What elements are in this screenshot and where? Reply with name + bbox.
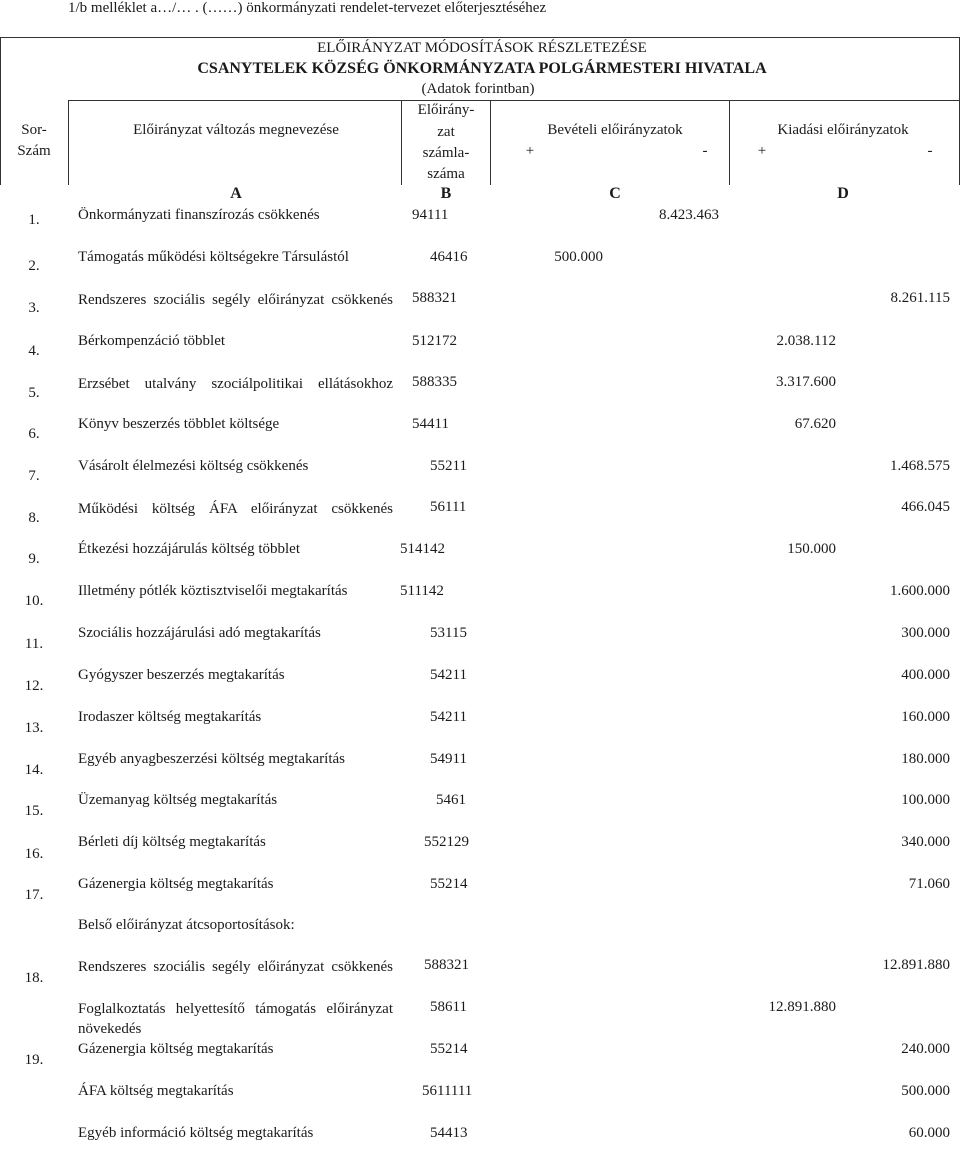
header-expense: Kiadási előirányzatok — [777, 122, 909, 138]
col-divider-acct-right — [490, 100, 491, 185]
row-account: 54413 — [430, 1125, 468, 1141]
row-account: 56111 — [430, 499, 467, 515]
row-expense-minus-value: 240.000 — [901, 1041, 950, 1057]
row-expense-minus-value: 100.000 — [901, 792, 950, 808]
row-description: Önkormányzati finanszírozás csökkenés — [78, 207, 320, 223]
row-account: 588335 — [412, 374, 457, 390]
row-description: Étkezési hozzájárulás költség többlet — [78, 541, 301, 557]
row-description: Rendszeres szociális segély előirányzat csökkenés — [78, 292, 393, 308]
row-number: 11. — [24, 636, 44, 652]
section-label: Belső előirányzat átcsoportosítások: — [78, 917, 295, 933]
header-income-plus: + — [525, 143, 535, 159]
row-expense-minus-value: 1.600.000 — [890, 583, 950, 599]
row-description: ÁFA költség megtakarítás — [78, 1083, 234, 1099]
row-account: 54211 — [430, 709, 467, 725]
header-income: Bevételi előirányzatok — [547, 122, 683, 138]
row-description: Egyéb anyagbeszerzési költség megtakarítás — [78, 751, 345, 767]
row-number: 10. — [24, 593, 44, 609]
row-description: Gázenergia költség megtakarítás — [78, 1041, 274, 1057]
row-description: Könyv beszerzés többlet költsége — [78, 416, 280, 432]
row-expense-minus-value: 8.261.115 — [890, 290, 950, 306]
row-account: 5611111 — [422, 1083, 473, 1099]
row-description: Erzsébet utalvány szociálpolitikai ellátásokhoz — [78, 376, 393, 392]
header-acct-2: zat — [437, 124, 455, 140]
document-header: 1/b melléklet a…/… . (……) önkormányzati rendelet-tervezet előterjesztéséhez — [68, 0, 547, 16]
row-income-minus-value: 8.423.463 — [659, 207, 719, 223]
row-income-plus-value: 500.000 — [554, 249, 603, 265]
row-account: 94111 — [412, 207, 449, 223]
title-line-1: ELŐIRÁNYZAT MÓDOSÍTÁSOK RÉSZLETEZÉSE — [317, 40, 647, 56]
col-letter-b: B — [440, 185, 452, 202]
row-account: 53115 — [430, 625, 467, 641]
row-expense-minus-value: 400.000 — [901, 667, 950, 683]
table-left-border — [0, 37, 1, 185]
header-acct-4: száma — [427, 166, 465, 182]
row-account: 588321 — [424, 957, 469, 973]
row-description: Bérkompenzáció többlet — [78, 333, 226, 349]
row-expense-plus-value: 2.038.112 — [776, 333, 836, 349]
row-number: 6. — [28, 426, 40, 442]
row-account: 514142 — [400, 541, 445, 557]
row-account: 58611 — [430, 999, 467, 1015]
title-line-2: CSANYTELEK KÖZSÉG ÖNKORMÁNYZATA POLGÁRMESTERI HIVATALA — [197, 60, 767, 77]
row-description: Vásárolt élelmezési költség csökkenés — [78, 458, 309, 474]
row-description: Foglalkoztatás helyettesítő támogatás előirányzat növekedés — [78, 1001, 393, 1037]
row-number: 3. — [28, 300, 40, 316]
col-letter-c: C — [609, 185, 621, 202]
header-name: Előirányzat változás megnevezése — [133, 122, 339, 138]
row-expense-minus-value: 466.045 — [901, 499, 950, 515]
col-letter-d: D — [837, 185, 849, 202]
row-number: 17. — [24, 887, 44, 903]
row-description: Üzemanyag költség megtakarítás — [78, 792, 278, 808]
row-expense-plus-value: 150.000 — [787, 541, 836, 557]
row-expense-minus-value: 71.060 — [908, 876, 950, 892]
row-account: 552129 — [424, 834, 469, 850]
row-number: 7. — [28, 468, 40, 484]
row-account: 588321 — [412, 290, 457, 306]
col-divider-income-right — [729, 100, 730, 185]
row-description: Bérleti díj költség megtakarítás — [78, 834, 266, 850]
row-account: 511142 — [400, 583, 444, 599]
row-account: 54211 — [430, 667, 467, 683]
row-expense-minus-value: 500.000 — [901, 1083, 950, 1099]
row-number: 5. — [28, 385, 40, 401]
col-divider-sor — [68, 100, 69, 185]
header-income-minus: - — [702, 143, 708, 159]
row-expense-plus-value: 3.317.600 — [776, 374, 836, 390]
row-description: Gázenergia költség megtakarítás — [78, 876, 274, 892]
row-number: 4. — [28, 343, 40, 359]
row-number: 19. — [24, 1052, 44, 1068]
header-acct-3: számla- — [422, 145, 470, 161]
row-account: 54411 — [412, 416, 449, 432]
row-account: 512172 — [412, 333, 457, 349]
row-expense-minus-value: 12.891.880 — [882, 957, 950, 973]
col-divider-acct-left — [401, 100, 402, 185]
row-description: Gyógyszer beszerzés megtakarítás — [78, 667, 285, 683]
row-expense-minus-value: 340.000 — [901, 834, 950, 850]
row-expense-minus-value: 60.000 — [908, 1125, 950, 1141]
row-description: Egyéb információ költség megtakarítás — [78, 1125, 314, 1141]
row-description: Illetmény pótlék köztisztviselői megtakarítás — [78, 583, 348, 599]
row-account: 55214 — [430, 1041, 468, 1057]
header-sor: Sor- — [21, 122, 47, 138]
row-account: 54911 — [430, 751, 467, 767]
table-top-border — [0, 37, 960, 38]
row-expense-minus-value: 1.468.575 — [890, 458, 950, 474]
row-number: 14. — [24, 762, 44, 778]
row-number: 12. — [24, 678, 44, 694]
row-expense-minus-value: 300.000 — [901, 625, 950, 641]
row-account: 55211 — [430, 458, 467, 474]
row-number: 16. — [24, 846, 44, 862]
row-account: 46416 — [430, 249, 468, 265]
header-divider — [68, 100, 960, 101]
row-number: 18. — [24, 970, 44, 986]
row-expense-minus-value: 160.000 — [901, 709, 950, 725]
row-account: 55214 — [430, 876, 468, 892]
row-expense-plus-value: 12.891.880 — [768, 999, 836, 1015]
row-account: 5461 — [436, 792, 466, 808]
header-acct-1: Előirány- — [417, 102, 475, 118]
header-expense-minus: - — [927, 143, 933, 159]
row-number: 2. — [28, 258, 40, 274]
row-number: 13. — [24, 720, 44, 736]
col-letter-a: A — [230, 185, 242, 202]
row-number: 15. — [24, 803, 44, 819]
row-description: Rendszeres szociális segély előirányzat csökkenés — [78, 959, 393, 975]
row-description: Irodaszer költség megtakarítás — [78, 709, 262, 725]
row-expense-minus-value: 180.000 — [901, 751, 950, 767]
row-number: 8. — [28, 510, 40, 526]
row-number: 9. — [28, 551, 40, 567]
row-description: Szociális hozzájárulási adó megtakarítás — [78, 625, 321, 641]
row-number: 1. — [28, 212, 40, 228]
row-description: Működési költség ÁFA előirányzat csökkenés — [78, 501, 393, 517]
row-expense-plus-value: 67.620 — [794, 416, 836, 432]
title-line-3: (Adatok forintban) — [421, 81, 535, 97]
row-description: Támogatás működési költségekre Társulástól — [78, 249, 349, 265]
header-szam: Szám — [17, 143, 51, 159]
header-expense-plus: + — [757, 143, 767, 159]
